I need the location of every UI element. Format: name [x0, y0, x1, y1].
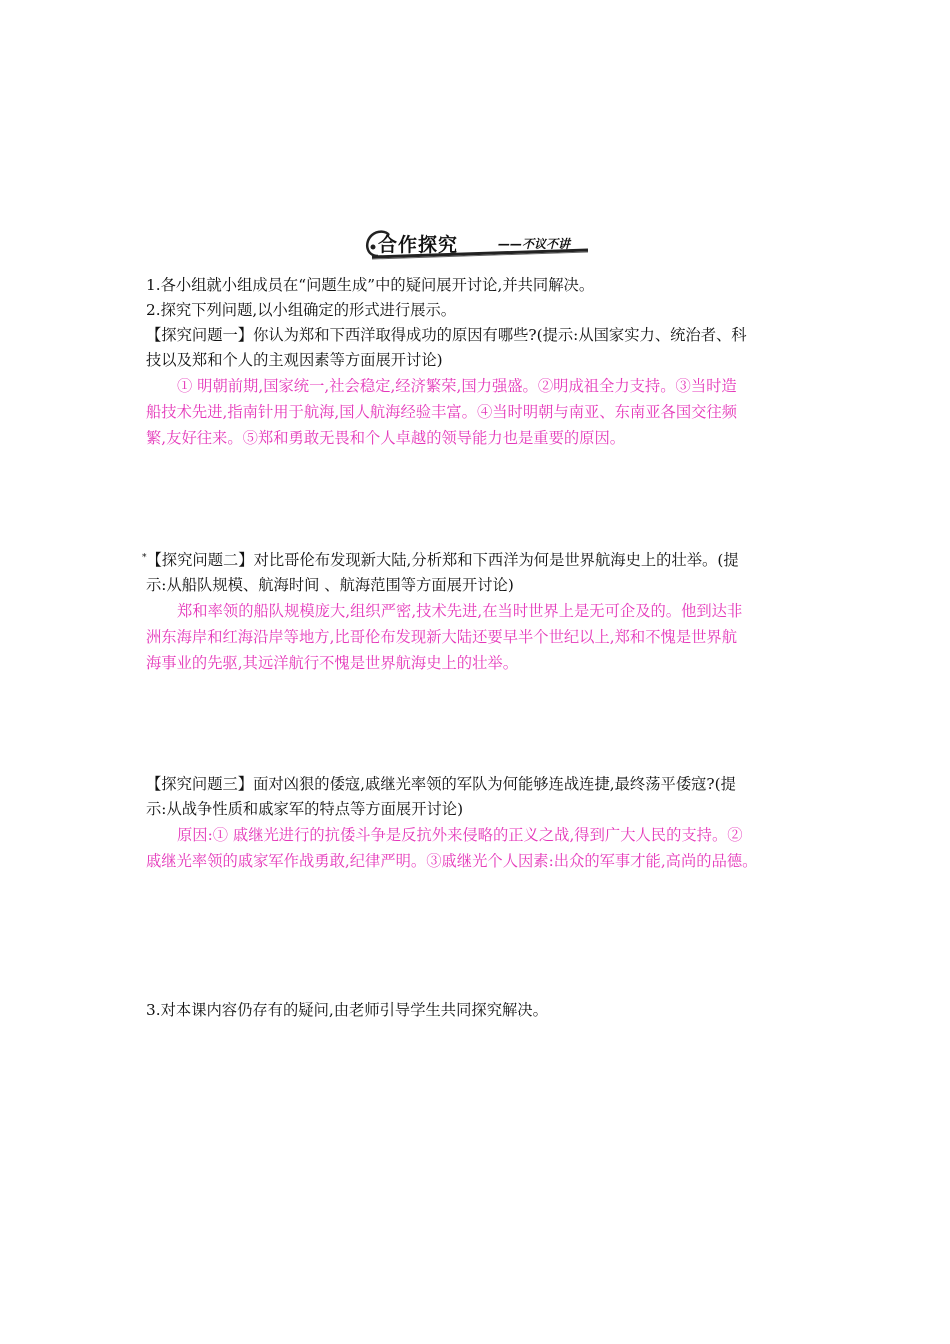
- answer-2-line-3: 海事业的先驱,其远洋航行不愧是世界航海史上的壮举。: [146, 654, 518, 672]
- section-banner: [362, 226, 592, 262]
- answer-3-line-1: 原因:① 戚继光进行的抗倭斗争是反抗外来侵略的正义之战,得到广大人民的支持。②: [177, 826, 743, 844]
- answer-1-line-1: ① 明朝前期,国家统一,社会稳定,经济繁荣,国力强盛。②明成祖全力支持。③当时造: [177, 377, 737, 395]
- question-2-line-1: [142, 548, 739, 572]
- question-2-text: 【探究问题二】对比哥伦布发现新大陆,分析郑和下西洋为何是世界航海史上的壮举。(提: [146, 551, 739, 569]
- instruction-1: 1.各小组就小组成员在“问题生成”中的疑问展开讨论,并共同解决。: [146, 276, 595, 294]
- instruction-3: 3.对本课内容仍存有的疑问,由老师引导学生共同探究解决。: [146, 1001, 548, 1019]
- banner-title: 合作探究: [378, 234, 459, 256]
- answer-1-line-3: 繁,友好往来。⑤郑和勇敢无畏和个人卓越的领导能力也是重要的原因。: [146, 429, 626, 447]
- answer-1-line-2: 船技术先进,指南针用于航海,国人航海经验丰富。④当时明朝与南亚、东南亚各国交往频: [146, 403, 738, 421]
- banner-subtitle: ——不议不讲: [498, 237, 571, 251]
- answer-2-line-1: 郑和率领的船队规模庞大,组织严密,技术先进,在当时世界上是无可企及的。他到达非: [177, 602, 743, 620]
- question-3-line-1: 【探究问题三】面对凶狠的倭寇,戚继光率领的军队为何能够连战连捷,最终荡平倭寇?(提: [146, 775, 736, 793]
- answer-2-line-2: 洲东海岸和红海沿岸等地方,比哥伦布发现新大陆还要早半个世纪以上,郑和不愧是世界航: [146, 628, 738, 646]
- question-2-star: *: [142, 553, 147, 563]
- question-3-line-2: 示:从战争性质和戚家军的特点等方面展开讨论): [146, 800, 464, 818]
- question-1-line-2: 技以及郑和个人的主观因素等方面展开讨论): [146, 351, 443, 369]
- answer-3-line-2: 戚继光率领的戚家军作战勇敢,纪律严明。③戚继光个人因素:出众的军事才能,高尚的品德。: [146, 852, 758, 870]
- instruction-2: 2.探究下列问题,以小组确定的形式进行展示。: [146, 301, 457, 319]
- question-1-line-1: 【探究问题一】你认为郑和下西洋取得成功的原因有哪些?(提示:从国家实力、统治者、科: [146, 326, 747, 344]
- question-2-line-2: 示:从船队规模、航海时间 、航海范围等方面展开讨论): [146, 576, 514, 594]
